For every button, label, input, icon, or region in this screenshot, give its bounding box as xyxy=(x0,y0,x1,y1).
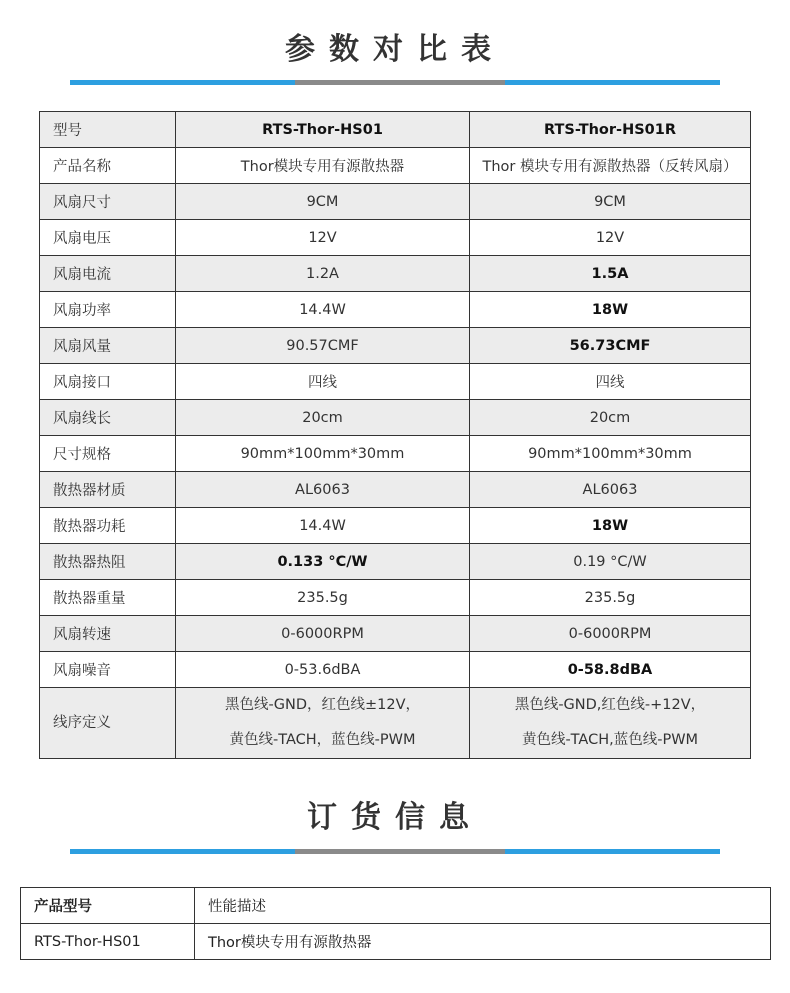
row-value-a: Thor模块专用有源散热器 xyxy=(176,148,470,184)
wiring-value-a xyxy=(176,688,470,759)
table-header-row xyxy=(40,112,751,148)
row-value-a: 90mm*100mm*30mm xyxy=(176,436,470,472)
row-label: 产品名称 xyxy=(40,148,176,184)
table-row xyxy=(40,652,751,688)
order-info-table xyxy=(20,887,771,960)
row-value-a: 0.133 °C/W xyxy=(176,544,470,580)
wiring-b-line2: 黄色线-TACH,蓝色线-PWM xyxy=(521,732,699,748)
table-row xyxy=(21,924,771,960)
table-row xyxy=(40,184,751,220)
row-label: 风扇转速 xyxy=(40,616,176,652)
row-value-a: 235.5g xyxy=(176,580,470,616)
table-row xyxy=(40,256,751,292)
row-value-b: 四线 xyxy=(470,364,751,400)
table-row xyxy=(40,436,751,472)
table-row xyxy=(40,472,751,508)
order-model: RTS-Thor-HS01 xyxy=(21,924,195,960)
row-label: 风扇噪音 xyxy=(40,652,176,688)
params-section-title: 参数对比表 xyxy=(285,32,505,67)
row-value-b: 20cm xyxy=(470,400,751,436)
order-header-model: 产品型号 xyxy=(21,888,195,924)
table-row xyxy=(40,400,751,436)
table-row xyxy=(40,508,751,544)
header-model-a: RTS-Thor-HS01 xyxy=(176,112,470,148)
row-value-b: AL6063 xyxy=(470,472,751,508)
row-value-a: 20cm xyxy=(176,400,470,436)
order-header-desc: 性能描述 xyxy=(195,888,771,924)
row-value-b: 9CM xyxy=(470,184,751,220)
row-value-a: 四线 xyxy=(176,364,470,400)
spec-comparison-table xyxy=(39,111,751,759)
row-value-b: 12V xyxy=(470,220,751,256)
wiring-a-line1: 黑色线-GND，红色线±12V， xyxy=(225,697,420,713)
row-value-a: 9CM xyxy=(176,184,470,220)
row-value-a: 90.57CMF xyxy=(176,328,470,364)
order-section-title: 订货信息 xyxy=(307,800,483,835)
row-value-b: 18W xyxy=(470,292,751,328)
header-label: 型号 xyxy=(40,112,176,148)
row-label: 风扇接口 xyxy=(40,364,176,400)
row-value-a: 0-53.6dBA xyxy=(176,652,470,688)
row-value-a: 1.2A xyxy=(176,256,470,292)
row-label: 线序定义 xyxy=(40,688,176,759)
wiring-b-line1: 黑色线-GND,红色线-+12V， xyxy=(514,697,706,713)
row-value-b: 0-6000RPM xyxy=(470,616,751,652)
table-row xyxy=(40,544,751,580)
row-label: 风扇功率 xyxy=(40,292,176,328)
row-label: 尺寸规格 xyxy=(40,436,176,472)
row-value-a: 0-6000RPM xyxy=(176,616,470,652)
params-title-divider xyxy=(70,80,720,85)
row-value-a: 12V xyxy=(176,220,470,256)
row-value-b: Thor 模块专用有源散热器（反转风扇） xyxy=(470,148,751,184)
row-value-b: 0.19 °C/W xyxy=(470,544,751,580)
row-value-b: 56.73CMF xyxy=(470,328,751,364)
wiring-value-b xyxy=(470,688,751,759)
row-value-b: 1.5A xyxy=(470,256,751,292)
row-label: 风扇电压 xyxy=(40,220,176,256)
header-model-b: RTS-Thor-HS01R xyxy=(470,112,751,148)
row-label: 散热器材质 xyxy=(40,472,176,508)
row-label: 散热器重量 xyxy=(40,580,176,616)
row-label: 散热器功耗 xyxy=(40,508,176,544)
table-row xyxy=(40,580,751,616)
row-value-b: 18W xyxy=(470,508,751,544)
row-label: 风扇风量 xyxy=(40,328,176,364)
table-row xyxy=(40,616,751,652)
row-label: 风扇尺寸 xyxy=(40,184,176,220)
row-value-a: AL6063 xyxy=(176,472,470,508)
table-row-wiring xyxy=(40,688,751,759)
table-row xyxy=(40,292,751,328)
table-row xyxy=(40,148,751,184)
table-row xyxy=(40,328,751,364)
row-value-b: 0-58.8dBA xyxy=(470,652,751,688)
row-value-a: 14.4W xyxy=(176,508,470,544)
row-value-b: 90mm*100mm*30mm xyxy=(470,436,751,472)
order-title-divider xyxy=(70,849,720,854)
row-label: 风扇线长 xyxy=(40,400,176,436)
row-value-b: 235.5g xyxy=(470,580,751,616)
row-label: 散热器热阻 xyxy=(40,544,176,580)
order-desc: Thor模块专用有源散热器 xyxy=(195,924,771,960)
wiring-a-line2: 黄色线-TACH，蓝色线-PWM xyxy=(229,732,416,748)
row-value-a: 14.4W xyxy=(176,292,470,328)
order-header-row xyxy=(21,888,771,924)
table-row xyxy=(40,220,751,256)
row-label: 风扇电流 xyxy=(40,256,176,292)
table-row xyxy=(40,364,751,400)
